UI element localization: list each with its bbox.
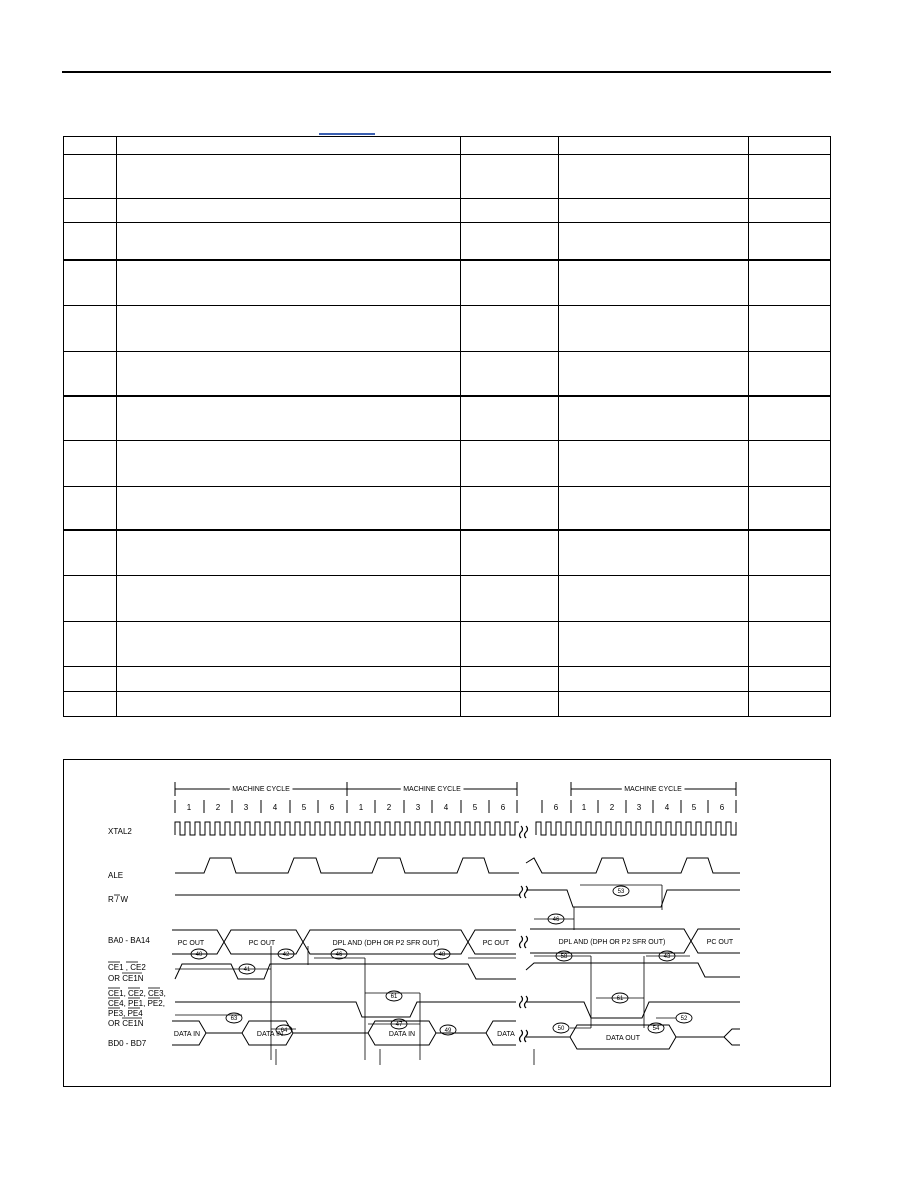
- state-number: 1: [186, 803, 192, 812]
- signal-label-xtal2: XTAL2: [108, 827, 132, 836]
- callout-number: 50: [557, 1026, 565, 1032]
- state-number: 6: [500, 803, 506, 812]
- callout-number: 43: [663, 954, 671, 960]
- timing-diagram: [63, 759, 831, 1087]
- xtal2-waveform: [175, 822, 519, 835]
- bus-label-pc-out: PC OUT: [248, 940, 276, 947]
- bus-label-dpl-and: DPL AND (DPH OR P2 SFR OUT): [558, 939, 666, 946]
- callout-number: 46: [335, 952, 343, 958]
- state-number: 1: [358, 803, 364, 812]
- state-number: 3: [415, 803, 421, 812]
- state-number: 2: [609, 803, 615, 812]
- bus-label-pc-out: PC OUT: [177, 940, 205, 947]
- state-number: 4: [664, 803, 670, 812]
- table-row: [64, 622, 831, 667]
- callout-number: 40: [195, 952, 203, 958]
- signal-label-cepe-4: OR CE1N: [108, 1019, 144, 1028]
- table-row: [64, 667, 831, 692]
- callout-number: 48: [438, 952, 446, 958]
- state-number: 4: [443, 803, 449, 812]
- signal-label-rw: R / W: [108, 895, 128, 904]
- callout-number: 46: [552, 917, 560, 923]
- ce-waveform: [175, 964, 516, 979]
- machine-cycle-label-2: MACHINE CYCLE: [403, 786, 461, 793]
- callout-number: 49: [444, 1028, 452, 1034]
- bd-bus-waveform: [172, 1021, 516, 1045]
- callout-number: 63: [230, 1016, 238, 1022]
- callout-number: 53: [617, 889, 625, 895]
- timing-diagram-svg: [64, 760, 832, 1088]
- machine-cycle-label-3: MACHINE CYCLE: [624, 786, 682, 793]
- callout-number: 58: [560, 954, 568, 960]
- bus-label-data-in: DATA IN: [173, 1031, 201, 1038]
- signal-label-cepe-3: PE3, PE4: [108, 1009, 143, 1018]
- table-row: [64, 223, 831, 260]
- table-row: [64, 441, 831, 487]
- state-number: 6: [329, 803, 335, 812]
- bus-label-data-in: DATA IN: [256, 1031, 284, 1038]
- table-row: [64, 155, 831, 199]
- ale-waveform: [175, 858, 519, 873]
- state-number: 1: [581, 803, 587, 812]
- state-number: 4: [272, 803, 278, 812]
- callout-number: 47: [395, 1022, 403, 1028]
- bus-label-dpl-and: DPL AND (DPH OR P2 SFR OUT): [332, 940, 440, 947]
- machine-cycle-label-1: MACHINE CYCLE: [232, 786, 290, 793]
- signal-label-ce-2: OR CE1N: [108, 974, 144, 983]
- spec-table: [63, 136, 831, 717]
- callout-number: 52: [680, 1016, 688, 1022]
- signal-label-ce-1: CE1 , CE2: [108, 963, 146, 972]
- state-number: 3: [636, 803, 642, 812]
- callout-ovals: [191, 886, 692, 1035]
- table-row: [64, 530, 831, 576]
- header-rule: [62, 71, 831, 73]
- signal-label-cepe-1: CE1, CE2, CE3,: [108, 989, 166, 998]
- state-number: 3: [243, 803, 249, 812]
- bus-label-pc-out: PC OUT: [706, 939, 734, 946]
- callout-number: 41: [243, 967, 251, 973]
- signal-label-ale: ALE: [108, 871, 124, 880]
- table-row: [64, 199, 831, 223]
- signal-label-bd: BD0 - BD7: [108, 1039, 147, 1048]
- state-number: 6: [719, 803, 725, 812]
- table-row: [64, 692, 831, 717]
- state-number: 2: [386, 803, 392, 812]
- bus-label-pc-out: PC OUT: [482, 940, 510, 947]
- state-number: 6: [553, 803, 559, 812]
- table-row: [64, 260, 831, 306]
- table-row: [64, 576, 831, 622]
- state-number: 5: [691, 803, 697, 812]
- state-number: 5: [301, 803, 307, 812]
- callout-number: 42: [282, 952, 290, 958]
- callout-number: 64: [280, 1028, 288, 1034]
- table-row: [64, 396, 831, 441]
- signal-label-ba: BA0 - BA14: [108, 936, 150, 945]
- bus-label-data-out: DATA OUT: [606, 1035, 640, 1042]
- state-number: 5: [472, 803, 478, 812]
- table-row: [64, 306, 831, 352]
- signal-label-cepe-2: CE4, PE1, PE2,: [108, 999, 165, 1008]
- state-number: 2: [215, 803, 221, 812]
- table-caption-link-mark: [319, 133, 375, 135]
- bus-label-data-in: DATA IN: [388, 1031, 416, 1038]
- state-separators: [175, 800, 736, 813]
- table-row: [64, 352, 831, 396]
- callout-number: 61: [616, 996, 624, 1002]
- callout-number: 54: [652, 1026, 660, 1032]
- table-row: [64, 487, 831, 530]
- table-header-row: [64, 137, 831, 155]
- bus-label-data: DATA: [497, 1031, 515, 1038]
- callout-number: 61: [390, 994, 398, 1000]
